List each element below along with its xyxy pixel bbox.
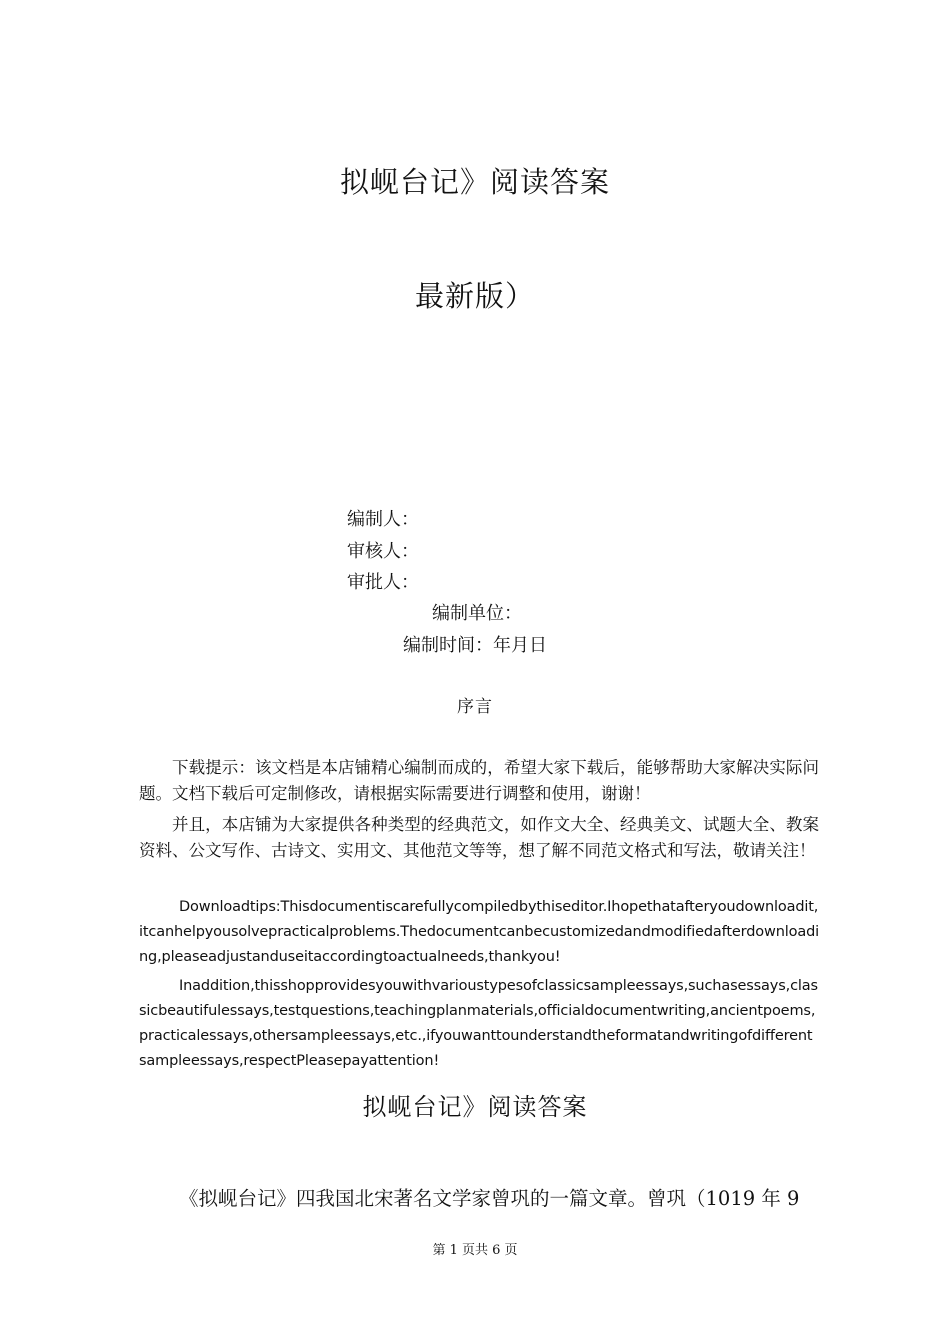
preface-heading: 序言 xyxy=(457,697,493,717)
preface-paragraph-english-tip: Downloadtips:Thisdocumentiscarefullycompiledbythiseditor.Ihopethatafteryoudownloadit,itcanhelpyousolvepracticalproblems.Thedocumentcanbecustomizedandmodifiedafterdownloading,pleaseadjustanduseitaccordingtoactualneeds,thankyou! xyxy=(139,899,820,965)
meta-compiler: 编制人： xyxy=(347,509,419,530)
preface-paragraph-services: 并且，本店铺为大家提供各种类型的经典范文，如作文大全、经典美文、试题大全、教案资料、公文写作、古诗文、实用文、其他范文等等，想了解不同范文格式和写法，敬请关注！ xyxy=(139,815,819,860)
meta-approver: 审批人： xyxy=(347,572,419,593)
preface-paragraph-download-tip: 下载提示：该文档是本店铺精心编制而成的，希望大家下载后，能够帮助大家解决实际问题。文档下载后可定制修改，请根据实际需要进行调整和使用，谢谢！ xyxy=(139,758,819,803)
document-title: 拟岘台记》阅读答案 xyxy=(339,165,610,199)
preface-paragraph-english-services: Inaddition,thisshopprovidesyouwithvarioustypesofclassicsampleessays,suchasessays,classicbeautifulessays,testquestions,teachingplanmaterials,officialdocumentwriting,ancientpoems,practicalessays,othersampleessays,etc.,ifyouwanttounderstandtheformatandwritingofdifferentsampleessays,respectPleasepayattention! xyxy=(139,978,818,1069)
section-title: 拟岘台记》阅读答案 xyxy=(362,1093,588,1121)
meta-time: 编制时间：年月日 xyxy=(403,635,547,656)
meta-unit: 编制单位： xyxy=(432,603,522,624)
meta-reviewer: 审核人： xyxy=(347,541,419,562)
body-first-line: 《拟岘台记》四我国北宋著名文学家曾巩的一篇文章。曾巩（1019 年 9 xyxy=(179,1187,800,1210)
document-subtitle: 最新版） xyxy=(414,279,535,313)
page-footer: 第 1 页共 6 页 xyxy=(432,1243,518,1258)
